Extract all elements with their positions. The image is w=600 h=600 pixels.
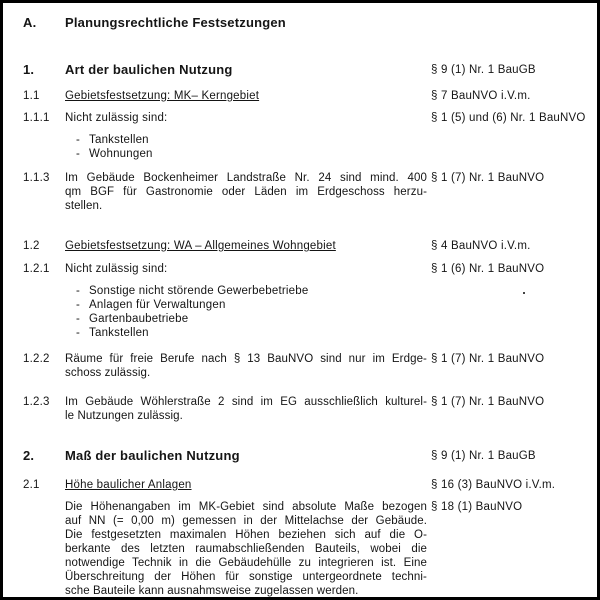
ref-column — [427, 448, 583, 464]
section-content — [65, 352, 427, 380]
ref-column — [427, 239, 583, 253]
ref-column — [427, 111, 586, 125]
section-row — [23, 352, 583, 380]
bullet-item — [65, 326, 427, 340]
section-content — [65, 62, 427, 78]
body-paragraph — [65, 500, 427, 598]
section-title: Art der baulichen Nutzung — [65, 62, 233, 77]
legal-ref: § 9 (1) Nr. 1 BauGB — [431, 64, 536, 76]
section-title: Nicht zulässig sind: — [65, 112, 168, 124]
legal-ref: § 4 BauNVO i.V.m. — [431, 240, 531, 252]
section-title: Gebietsfestsetzung: WA – Allgemeines Wohngebiet — [65, 240, 336, 252]
section-title: Maß der baulichen Nutzung — [65, 448, 240, 463]
body-paragraph — [65, 352, 427, 380]
bullet-dash: - — [76, 313, 81, 325]
body-paragraph — [65, 171, 427, 213]
bullet-dash: - — [76, 299, 81, 311]
section-row — [23, 171, 583, 213]
body-line: berkante des letzten raumabschließenden Bauteils, wobei die — [65, 543, 427, 555]
body-line: Überschreitung der Höhen für sonstige untergeordnete techni- — [65, 571, 427, 583]
section-number: 2.1 — [23, 479, 40, 491]
bullet-dash: - — [76, 285, 81, 297]
body-line: Die festgesetzten maximalen Höhen beziehen sich auf die O- — [65, 529, 427, 541]
section-row — [23, 62, 583, 78]
section-row — [23, 15, 583, 31]
body-line: Im Gebäude Wöhlerstraße 2 sind im EG ausschließlich kulturel- — [65, 396, 427, 408]
section-title: Nicht zulässig sind: — [65, 263, 168, 275]
section-number: 1.2.2 — [23, 353, 50, 365]
bullet-item — [65, 147, 427, 161]
bullet-list — [65, 284, 427, 340]
section-row — [23, 448, 583, 464]
bullet-item — [65, 133, 427, 147]
body-line: Im Gebäude Bockenheimer Landstraße Nr. 24 sind mind. 400 — [65, 172, 427, 184]
bullet-text: Gartenbaubetriebe — [89, 313, 189, 325]
body-line: auf NN (= 0,00 m) gemessen in der Mittelachse der Gebäude. — [65, 515, 427, 527]
bullet-item — [65, 298, 427, 312]
section-content — [65, 262, 427, 340]
body-paragraph — [65, 395, 427, 423]
bullet-dash: - — [76, 134, 81, 146]
bullet-text: Tankstellen — [89, 327, 149, 339]
legal-ref: § 16 (3) BauNVO i.V.m. — [431, 479, 556, 491]
body-line: Die Höhenangaben im MK-Gebiet sind absolute Maße bezogen — [65, 501, 427, 513]
section-content — [65, 239, 427, 253]
bullet-text: Wohnungen — [89, 148, 153, 160]
body-line: le Nutzungen zulässig. — [65, 410, 183, 422]
section-content — [65, 171, 427, 213]
legal-ref: § 1 (7) Nr. 1 BauNVO — [431, 172, 545, 184]
section-number: 1.2.3 — [23, 396, 50, 408]
ref-column — [427, 478, 583, 514]
section-row — [23, 478, 583, 598]
section-row — [23, 111, 586, 161]
ref-column — [427, 62, 583, 78]
section-title: Gebietsfestsetzung: MK– Kerngebiet — [65, 90, 260, 102]
body-line: stellen. — [65, 200, 103, 212]
bullet-item — [65, 312, 427, 326]
section-number: 1.2 — [23, 240, 40, 252]
section-content — [65, 15, 427, 31]
section-number: 1. — [23, 62, 35, 77]
ref-column — [427, 395, 583, 409]
section-content — [65, 89, 427, 103]
section-content — [65, 395, 427, 423]
legal-ref: § 9 (1) Nr. 1 BauGB — [431, 450, 536, 462]
ref-column — [427, 171, 583, 185]
ref-column — [427, 89, 583, 103]
section-title: Höhe baulicher Anlagen — [65, 479, 192, 491]
legal-ref: § 1 (7) Nr. 1 BauNVO — [431, 353, 545, 365]
section-row — [23, 262, 583, 340]
scan-artifact-dot — [523, 292, 525, 294]
section-content — [65, 111, 427, 161]
section-number: 1.2.1 — [23, 263, 50, 275]
section-content — [65, 448, 427, 464]
body-line: qm BGF für Gastronomie oder Läden im Erdgeschoss herzu- — [65, 186, 427, 198]
section-number: 1.1 — [23, 90, 40, 102]
section-title: Planungsrechtliche Festsetzungen — [65, 15, 286, 30]
section-number: 1.1.3 — [23, 172, 50, 184]
legal-ref: § 1 (5) und (6) Nr. 1 BauNVO — [431, 112, 586, 124]
bullet-text: Anlagen für Verwaltungen — [89, 299, 226, 311]
bullet-text: Tankstellen — [89, 134, 149, 146]
body-line: Räume für freie Berufe nach § 13 BauNVO sind nur im Erdge- — [65, 353, 427, 365]
legal-ref: § 18 (1) BauNVO — [431, 501, 523, 513]
legal-ref: § 7 BauNVO i.V.m. — [431, 90, 531, 102]
document-body — [23, 15, 586, 598]
legal-ref: § 1 (6) Nr. 1 BauNVO — [431, 263, 545, 275]
section-number: 2. — [23, 448, 35, 463]
bullet-item — [65, 284, 427, 298]
bullet-text: Sonstige nicht störende Gewerbebetriebe — [89, 285, 309, 297]
section-row — [23, 239, 583, 253]
ref-column — [427, 262, 583, 276]
bullet-dash: - — [76, 148, 81, 160]
section-row — [23, 89, 583, 103]
bullet-list — [65, 133, 427, 161]
section-number: A. — [23, 15, 37, 30]
body-line: sche Bauteile kann ausnahmsweise zugelassen werden. — [65, 585, 359, 597]
section-content — [65, 478, 427, 598]
section-number: 1.1.1 — [23, 112, 50, 124]
section-row — [23, 395, 583, 423]
body-line: notwendige Technik in die Gebäudehülle zu integrieren ist. Eine — [65, 557, 427, 569]
bullet-dash: - — [76, 327, 81, 339]
ref-column — [427, 352, 583, 366]
body-line: schoss zulässig. — [65, 367, 151, 379]
legal-ref: § 1 (7) Nr. 1 BauNVO — [431, 396, 545, 408]
